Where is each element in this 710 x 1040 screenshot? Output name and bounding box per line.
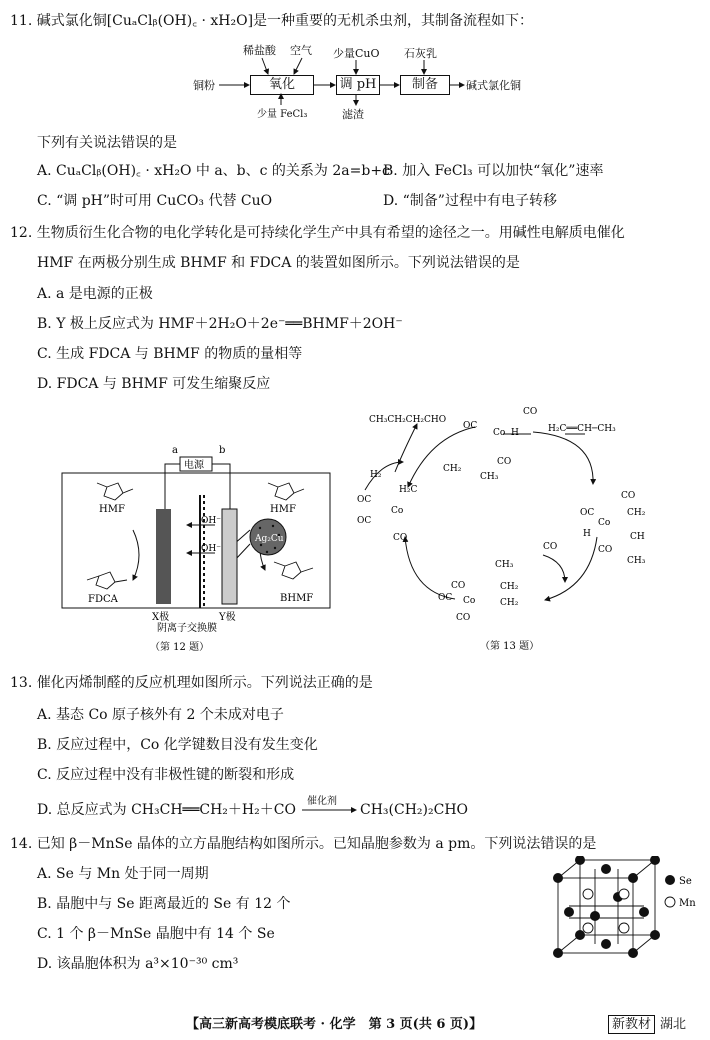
butanal-label: CH₃CH₂CH₂CHO bbox=[369, 415, 447, 425]
bottom-complex-co-1: CO bbox=[451, 581, 466, 591]
q11-option-c: C. “调 pH”时可用 CuCO₃ 代替 CuO bbox=[37, 193, 273, 209]
right-complex-ch3: CH₃ bbox=[627, 556, 646, 566]
footer-region: 湖北 bbox=[660, 1017, 687, 1032]
q13-option-d-catalyst: 催化剂 bbox=[307, 796, 337, 807]
hydrogen-label: H₂ bbox=[370, 470, 382, 480]
top-complex-oc: OC bbox=[463, 421, 478, 431]
q11-option-a: A. CuₐClᵦ(OH)꜀ · xH₂O 中 a、b、c 的关系为 2a=b+c bbox=[37, 163, 390, 179]
bottom-complex-ch3: CH₃ bbox=[495, 560, 514, 570]
reagent-lime: 石灰乳 bbox=[404, 47, 437, 60]
q13-option-d-reactants: D. 总反应式为 CH₃CH══CH₂＋H₂＋CO bbox=[37, 802, 296, 818]
flow-arrows bbox=[0, 0, 710, 130]
propene-label: H₂C══CH─CH₃ bbox=[548, 424, 616, 434]
left-complex-oc-1: OC bbox=[357, 495, 372, 505]
q14-unit-cell-figure bbox=[548, 856, 708, 966]
flow-residue: 滤渣 bbox=[342, 108, 364, 121]
hmf-label-left: HMF bbox=[99, 504, 125, 515]
figure-13-caption: （第 13 题） bbox=[480, 641, 540, 652]
membrane-label: 阴离子交换膜 bbox=[157, 623, 217, 634]
flow-step-oxidize: 氧化 bbox=[250, 75, 314, 95]
hydroxide-label-lower: OH⁻ bbox=[201, 544, 221, 554]
q13-option-d-product: CH₃(CH₂)₂CHO bbox=[360, 802, 469, 818]
furan-ring-hmf-left bbox=[97, 483, 133, 500]
bottom-complex-co-2: CO bbox=[456, 613, 471, 623]
y-pole-label: Y极 bbox=[219, 612, 236, 623]
bottom-complex-oc: OC bbox=[438, 593, 453, 603]
q12-option-a: A. a 是电源的正极 bbox=[37, 286, 153, 302]
left-upper-h2c: H₂C bbox=[399, 485, 418, 495]
right-complex-co-2: CO bbox=[598, 545, 613, 555]
q12-option-b: B. Y 极上反应式为 HMF＋2H₂O＋2e⁻══BHMF＋2OH⁻ bbox=[37, 316, 403, 332]
left-complex-metal: Co bbox=[391, 506, 404, 516]
q14-stem: 14. 已知 β－MnSe 晶体的立方晶胞结构如图所示。已知晶胞参数为 a pm。下列说法错误的是 bbox=[10, 836, 597, 852]
right-complex-ch2: CH₂ bbox=[627, 508, 646, 518]
q14-option-a: A. Se 与 Mn 处于同一周期 bbox=[37, 866, 209, 882]
q12-stem-line2: HMF 在两极分别生成 BHMF 和 FDCA 的装置如图所示。下列说法错误的是 bbox=[37, 255, 520, 271]
reagent-cuo: 少量CuO bbox=[333, 47, 380, 60]
left-complex-co: CO bbox=[393, 533, 408, 543]
q14-option-b: B. 晶胞中与 Se 距离最近的 Se 有 12 个 bbox=[37, 896, 291, 912]
electrolysis-tank bbox=[62, 473, 330, 608]
legend-mn-label: Mn bbox=[679, 898, 696, 909]
fdca-label: FDCA bbox=[88, 594, 118, 605]
left-upper-ch2: CH₂ bbox=[443, 464, 462, 474]
co-feed-label: CO bbox=[543, 542, 558, 552]
right-complex-co-1: CO bbox=[621, 491, 636, 501]
right-complex-metal: Co bbox=[598, 518, 611, 528]
furan-ring-hmf-right bbox=[268, 483, 304, 500]
terminal-a-label: a bbox=[172, 445, 178, 456]
q11-option-d: D. “制备”过程中有电子转移 bbox=[383, 193, 557, 209]
hydroxide-label-upper: OH⁻ bbox=[201, 516, 221, 526]
q12-option-d: D. FDCA 与 BHMF 可发生缩聚反应 bbox=[37, 376, 271, 392]
flow-step-ph: 调 pH bbox=[336, 75, 380, 95]
q13-catalytic-cycle-figure bbox=[355, 402, 680, 657]
y-electrode bbox=[222, 509, 237, 604]
right-complex-ch: CH bbox=[630, 532, 645, 542]
right-complex-oc: OC bbox=[580, 508, 595, 518]
reaction-arrow bbox=[300, 805, 360, 815]
legend-se-label: Se bbox=[679, 876, 692, 887]
x-electrode bbox=[156, 509, 171, 604]
q12-option-c: C. 生成 FDCA 与 BHMF 的物质的量相等 bbox=[37, 346, 303, 362]
q13-stem: 13. 催化丙烯制醛的反应机理如图所示。下列说法正确的是 bbox=[10, 675, 373, 691]
q14-option-c: C. 1 个 β－MnSe 晶胞中有 14 个 Se bbox=[37, 926, 275, 942]
left-upper-ch3: CH₃ bbox=[480, 472, 499, 482]
bhmf-label: BHMF bbox=[280, 593, 314, 604]
q14-option-d: D. 该晶胞体积为 a³×10⁻³⁰ cm³ bbox=[37, 956, 239, 972]
flow-step-prepare: 制备 bbox=[400, 75, 450, 95]
top-complex-co-1: CO bbox=[523, 407, 538, 417]
terminal-b-label: b bbox=[219, 445, 226, 456]
reagent-hcl: 稀盐酸 bbox=[243, 44, 276, 57]
footer-title: 【高三新高考模底联考 · 化学 第 3 页(共 6 页)】 bbox=[186, 1017, 483, 1032]
top-complex-co-2: CO bbox=[497, 457, 512, 467]
hmf-label-right: HMF bbox=[270, 504, 296, 515]
q13-option-b: B. 反应过程中，Co 化学键数目没有发生变化 bbox=[37, 737, 318, 753]
flow-product: 碱式氯化铜 bbox=[466, 79, 521, 92]
top-complex-hydride: H bbox=[511, 428, 519, 438]
q11-prompt: 下列有关说法错误的是 bbox=[37, 135, 177, 151]
furan-ring-bhmf bbox=[274, 562, 313, 579]
flow-catalyst: 少量 FeCl₃ bbox=[257, 109, 308, 120]
footer-tag: 新教材 bbox=[608, 1015, 655, 1034]
catalyst-label: Ag₂Cu bbox=[255, 534, 284, 544]
flow-start: 铜粉 bbox=[193, 79, 215, 92]
bottom-complex-ch2-1: CH₂ bbox=[500, 582, 519, 592]
q11-stem: 11. 碱式氯化铜[CuₐClᵦ(OH)꜀ · xH₂O]是一种重要的无机杀虫剂，其制备流程如下： bbox=[10, 13, 534, 29]
bottom-complex-metal: Co bbox=[463, 596, 476, 606]
right-complex-hydride: H bbox=[583, 529, 591, 539]
furan-ring-fdca bbox=[87, 572, 127, 589]
q12-stem-line1: 12. 生物质衍生化合物的电化学转化是可持续化学生产中具有希望的途径之一。用碱性电解质电催化 bbox=[10, 225, 625, 241]
q13-option-a: A. 基态 Co 原子核外有 2 个未成对电子 bbox=[37, 707, 284, 723]
q11-option-b: B. 加入 FeCl₃ 可以加快“氧化”速率 bbox=[383, 163, 604, 179]
q13-option-c: C. 反应过程中没有非极性键的断裂和形成 bbox=[37, 767, 295, 783]
left-complex-oc-2: OC bbox=[357, 516, 372, 526]
bottom-complex-ch2-2: CH₂ bbox=[500, 598, 519, 608]
x-pole-label: X极 bbox=[152, 612, 170, 623]
figure-12-caption: （第 12 题） bbox=[150, 642, 210, 653]
power-source-label: 电源 bbox=[184, 460, 204, 471]
top-complex-metal: Co bbox=[493, 428, 506, 438]
reagent-air: 空气 bbox=[290, 44, 312, 57]
q12-electrolysis-figure bbox=[55, 440, 340, 660]
